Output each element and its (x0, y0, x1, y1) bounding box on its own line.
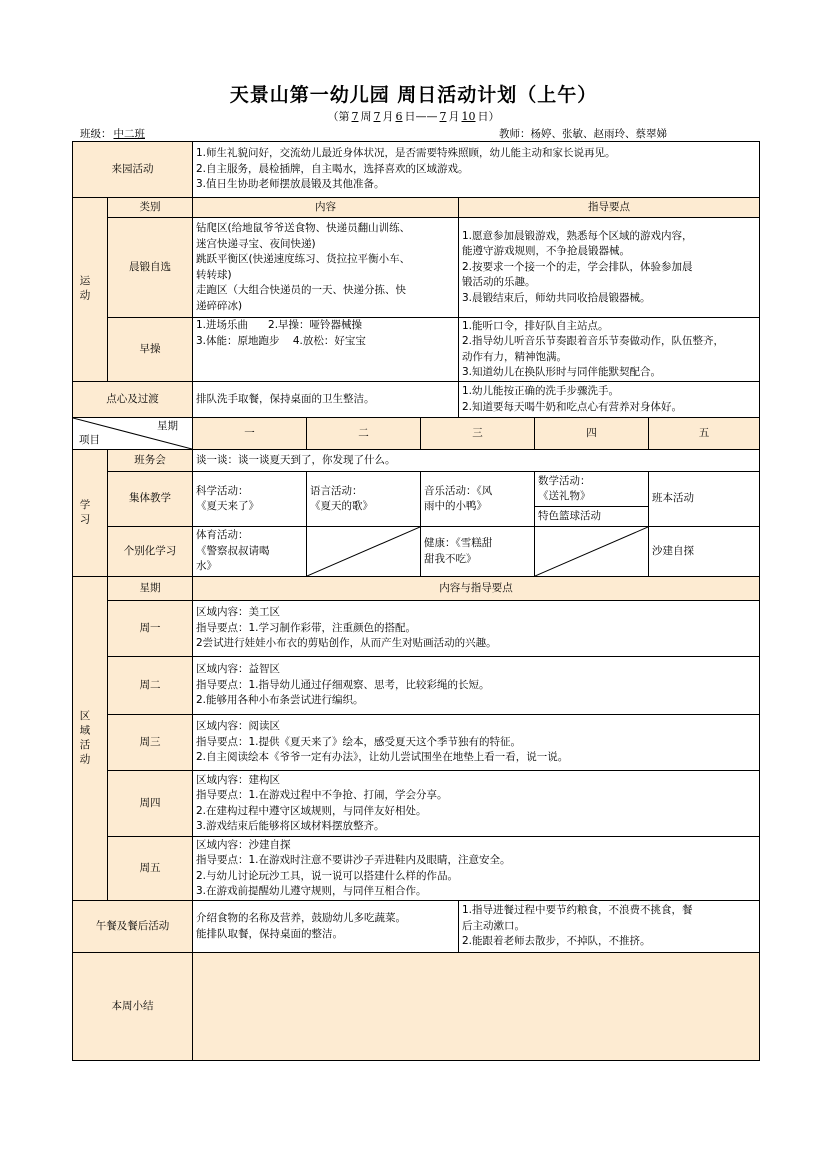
summary-row (73, 953, 760, 1061)
group-teaching-row-1 (73, 472, 760, 507)
morning-exercise-content: 钻爬区(给地鼠爷爷送食物、快递员翻山训练、 迷宫快递寻宝、夜间快递) 跳跃平衡区(快递速度练习、货拉拉平衡小车、 转转球) 走跑区（大组合快递员的一天、快递分拣、快 递碎碎冰) (193, 218, 459, 318)
indiv-wed: 健康：《雪糕甜 甜我不吃》 (421, 527, 535, 577)
week-item-header (73, 418, 193, 450)
start-day: 6 (395, 110, 403, 123)
snack-row (73, 382, 760, 418)
area-day-thu: 周四 (108, 771, 193, 837)
teacher-names: 杨婷、张敏、赵雨玲、蔡翠娣 (530, 128, 667, 140)
area-day-wed: 周三 (108, 715, 193, 771)
area-content-fri: 区域内容：沙建自探 指导要点：1.在游戏时注意不要讲沙子弄进鞋内及眼睛，注意安全。 2.与幼儿讨论玩沙工具，说一说可以搭建什么样的作品。 3.在游戏前提醒幼儿遵守规则，与同伴互相合作。 (193, 837, 760, 901)
start-month: 7 (373, 110, 381, 123)
teacher-info: 教师：杨婷、张敏、赵雨玲、蔡翠娣 (499, 128, 667, 140)
area-row-tue (73, 657, 760, 715)
group-thu-basketball: 特色篮球活动 (535, 507, 649, 527)
item-corner-label: 项目 (79, 433, 100, 446)
indiv-tue-empty (307, 527, 421, 577)
individual-learning-row (73, 527, 760, 577)
arrival-row (73, 142, 760, 198)
area-header-row (73, 577, 760, 601)
morning-exercise-points: 1.愿意参加晨锻游戏，熟悉每个区域的游戏内容， 能遵守游戏规则，不争抢晨锻器械。 2.按要求一个接一个的走，学会排队，体验参加晨 锻活动的乐趣。 3.晨锻结束后，师幼共同收拾晨锻器械。 (459, 218, 760, 318)
week-corner-label: 星期 (157, 420, 178, 432)
summary-content[interactable] (193, 953, 760, 1061)
group-fri: 班本活动 (649, 472, 760, 527)
group-tue: 语言活动： 《夏天的歌》 (307, 472, 421, 527)
individual-learning-label: 个别化学习 (108, 527, 193, 577)
content-header: 内容 (193, 198, 459, 218)
morning-exercise-row (73, 218, 760, 318)
end-month: 7 (439, 110, 447, 123)
arrival-label: 来园活动 (73, 142, 193, 198)
drill-label: 早操 (108, 318, 193, 382)
drill-content: 1.进场乐曲 2.早操：哑铃器械操 3.体能：原地跑步 4.放松：好宝宝 (193, 318, 459, 382)
area-content-thu: 区域内容：建构区 指导要点：1.在游戏过程中不争抢、打闹，学会分享。 2.在建构过程中遵守区域规则，与同伴友好相处。 3.游戏结束后能够将区域材料摆放整齐。 (193, 771, 760, 837)
indiv-mon: 体育活动： 《警察叔叔请喝 水》 (193, 527, 307, 577)
morning-exercise-label: 晨锻自选 (108, 218, 193, 318)
drill-row (73, 318, 760, 382)
lunch-points: 1.指导进餐过程中要节约粮食，不浪费不挑食，餐 后主动漱口。 2.能跟着老师去散步，不掉队，不推挤。 (459, 901, 760, 953)
indiv-fri: 沙建自探 (649, 527, 760, 577)
area-content-header: 内容与指导要点 (193, 577, 760, 601)
area-row-thu (73, 771, 760, 837)
snack-points: 1.幼儿能按正确的洗手步骤洗手。 2.知道要每天喝牛奶和吃点心有营养对身体好。 (459, 382, 760, 418)
class-meeting-content: 谈一谈：谈一谈夏天到了，你发现了什么。 (193, 450, 760, 472)
class-info: 班级： 中二班 (80, 126, 159, 141)
area-day-tue: 周二 (108, 657, 193, 715)
group-wed: 音乐活动：《风 雨中的小鸭》 (421, 472, 535, 527)
class-name: 中二班 (113, 128, 145, 140)
exercise-label: 运动 (73, 198, 108, 382)
date-range: （第 7 周 7 月 6 日—— 7 月 10 日） (327, 110, 500, 123)
exercise-header-row (73, 198, 760, 218)
area-row-mon (73, 601, 760, 657)
area-row-fri (73, 837, 760, 901)
day-tue: 二 (307, 418, 421, 450)
day-fri: 五 (649, 418, 760, 450)
snack-label: 点心及过渡 (73, 382, 193, 418)
points-header: 指导要点 (459, 198, 760, 218)
area-label: 区域活动 (73, 577, 108, 901)
arrival-content: 1.师生礼貌问好，交流幼儿最近身体状况，是否需要特殊照顾，幼儿能主动和家长说再见。 2.自主服务，晨检插牌，自主喝水，选择喜欢的区域游戏。 3.值日生协助老师摆放晨锻及其他准备。 (193, 142, 760, 198)
area-content-wed: 区域内容：阅读区 指导要点：1.提供《夏天来了》绘本，感受夏天这个季节独有的特征。 2.自主阅读绘本《爷爷一定有办法》，让幼儿尝试围坐在地垫上看一看，说一说。 (193, 715, 760, 771)
lunch-content: 介绍食物的名称及营养，鼓励幼儿多吃蔬菜。 能排队取餐，保持桌面的整洁。 (193, 901, 459, 953)
area-content-tue: 区域内容：益智区 指导要点：1.指导幼儿通过仔细观察、思考，比较彩绳的长短。 2.能够用各种小布条尝试进行编织。 (193, 657, 760, 715)
group-thu-math: 数学活动： 《送礼物》 (535, 472, 649, 507)
week-number: 7 (351, 110, 359, 123)
plan-table (72, 141, 760, 1061)
indiv-thu-empty (535, 527, 649, 577)
day-mon: 一 (193, 418, 307, 450)
summary-label: 本周小结 (73, 953, 193, 1061)
day-wed: 三 (421, 418, 535, 450)
area-row-wed (73, 715, 760, 771)
week-header-row (73, 418, 760, 450)
category-header: 类别 (108, 198, 193, 218)
group-mon: 科学活动： 《夏天来了》 (193, 472, 307, 527)
group-teaching-label: 集体教学 (108, 472, 193, 527)
page-title: 天景山第一幼儿园 周日活动计划（上午） (229, 84, 598, 106)
area-day-fri: 周五 (108, 837, 193, 901)
area-week-header: 星期 (108, 577, 193, 601)
lunch-label: 午餐及餐后活动 (73, 901, 193, 953)
study-label: 学习 (73, 450, 108, 577)
class-meeting-row (73, 450, 760, 472)
drill-points: 1.能听口令，排好队自主站点。 2.指导幼儿听音乐节奏跟着音乐节奏做动作，队伍整齐， 动作有力，精神饱满。 3.知道幼儿在换队形时与同伴能默契配合。 (459, 318, 760, 382)
class-meeting-label: 班务会 (108, 450, 193, 472)
end-day: 10 (461, 110, 476, 123)
area-day-mon: 周一 (108, 601, 193, 657)
lunch-row (73, 901, 760, 953)
snack-content: 排队洗手取餐，保持桌面的卫生整洁。 (193, 382, 459, 418)
day-thu: 四 (535, 418, 649, 450)
area-content-mon: 区域内容：美工区 指导要点：1.学习制作彩带，注重颜色的搭配。 2尝试进行娃娃小布衣的剪贴创作，从而产生对贴画活动的兴趣。 (193, 601, 760, 657)
